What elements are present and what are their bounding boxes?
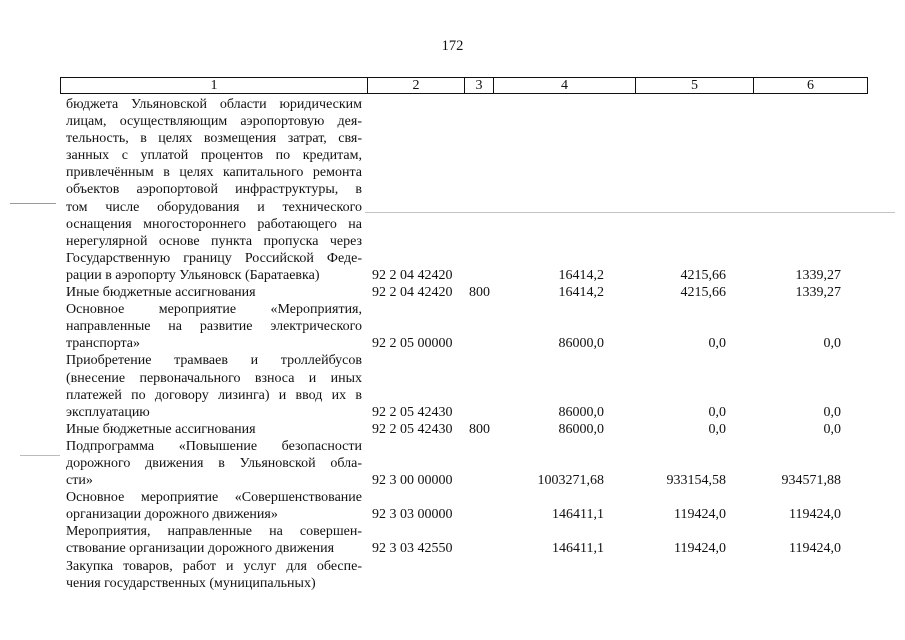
description-line: направленные на развитие электрического [66, 319, 362, 335]
row-description [66, 352, 362, 420]
page-number: 172 [441, 38, 464, 54]
description-line: Мероприятия, направленные на совершен- [66, 524, 362, 540]
description-line: занных с уплатой процентов по кредитам, [66, 148, 362, 164]
column-header-1: 1 [61, 78, 368, 94]
description-line: дорожного движения в Ульяновской обла- [66, 455, 362, 471]
value-col-6: 1339,27 [795, 267, 841, 283]
description-line: Основное мероприятие «Мероприятия, [66, 302, 362, 318]
table-row [66, 301, 856, 352]
value-col-6: 934571,88 [781, 473, 841, 489]
value-col-5: 933154,58 [666, 473, 726, 489]
column-header-5: 5 [636, 78, 754, 94]
value-col-6: 0,0 [823, 421, 841, 437]
column-header-row [61, 78, 868, 94]
description-line: Приобретение трамваев и троллейбусов [66, 353, 362, 369]
target-code: 92 2 04 42420 [372, 267, 453, 283]
value-col-5: 4215,66 [680, 285, 726, 301]
column-header-table [60, 77, 868, 94]
table-row [66, 523, 856, 557]
value-col-4: 16414,2 [558, 267, 604, 283]
description-line: Государственную границу Российской Феде- [66, 250, 362, 266]
table-row [66, 558, 856, 592]
expense-type: 800 [469, 421, 490, 437]
value-col-6: 0,0 [823, 336, 841, 352]
value-col-4: 1003271,68 [537, 473, 604, 489]
description-line: привлечённым в целях капитального ремонта [66, 165, 362, 181]
description-line: сти» [66, 473, 93, 489]
value-col-5: 0,0 [708, 421, 726, 437]
row-description [66, 489, 362, 523]
description-line: (внесение первоначального взноса и иных [66, 370, 362, 386]
value-col-4: 86000,0 [558, 404, 604, 420]
description-line: платежей по договору лизинга) и ввод их в [66, 387, 362, 403]
description-line: рации в аэропорту Ульяновск (Баратаевка) [66, 267, 320, 283]
description-line: транспорта» [66, 336, 141, 352]
value-col-4: 86000,0 [558, 336, 604, 352]
description-line: чения государственных (муниципальных) [66, 575, 316, 591]
description-line: эксплуатацию [66, 404, 150, 420]
table-row [66, 96, 856, 284]
description-line: Подпрограмма «Повышение безопасности [66, 438, 362, 454]
row-description [66, 284, 362, 301]
description-line: оснащения многостороннего работающего на [66, 216, 362, 232]
target-code: 92 2 05 00000 [372, 336, 453, 352]
description-line: ствование организации дорожного движения [66, 541, 335, 557]
description-line: тельность, в целях возмещения затрат, свя- [66, 131, 362, 147]
description-line: Закупка товаров, работ и услуг для обеспе- [66, 558, 362, 574]
target-code: 92 3 03 00000 [372, 507, 453, 523]
row-description [66, 558, 362, 592]
table-row [66, 438, 856, 489]
target-code: 92 2 05 42430 [372, 404, 453, 420]
value-col-5: 119424,0 [674, 507, 726, 523]
description-line: нерегулярной основе пункта пропуска через [66, 233, 362, 249]
description-line: лицам, осуществляющим аэропортовую дея- [66, 114, 362, 130]
budget-table-body [66, 96, 856, 592]
value-col-5: 4215,66 [680, 267, 726, 283]
value-col-5: 0,0 [708, 404, 726, 420]
table-row [66, 352, 856, 420]
description-line: Основное мероприятие «Совершенствование [66, 490, 362, 506]
column-header-2: 2 [368, 78, 465, 94]
value-col-6: 0,0 [823, 404, 841, 420]
scan-artifact-line [365, 212, 895, 213]
value-col-4: 146411,1 [552, 541, 604, 557]
value-col-4: 86000,0 [558, 421, 604, 437]
description-line: организации дорожного движения» [66, 507, 278, 523]
description-line: объектов аэропортовой инфраструктуры, в [66, 182, 362, 198]
description-line: Иные бюджетные ассигнования [66, 285, 256, 301]
scan-artifact-line [10, 203, 56, 204]
value-col-6: 119424,0 [789, 541, 841, 557]
row-description [66, 301, 362, 352]
row-description [66, 523, 362, 557]
value-col-6: 119424,0 [789, 507, 841, 523]
column-header-3: 3 [465, 78, 494, 94]
target-code: 92 3 00 00000 [372, 473, 453, 489]
description-line: Иные бюджетные ассигнования [66, 421, 256, 437]
target-code: 92 2 04 42420 [372, 285, 453, 301]
expense-type: 800 [469, 285, 490, 301]
value-col-4: 146411,1 [552, 507, 604, 523]
target-code: 92 3 03 42550 [372, 541, 453, 557]
table-row [66, 421, 856, 438]
description-line: бюджета Ульяновской области юридическим [66, 97, 362, 112]
row-description [66, 421, 362, 438]
target-code: 92 2 05 42430 [372, 421, 453, 437]
table-row [66, 489, 856, 523]
value-col-6: 1339,27 [795, 285, 841, 301]
table-row [66, 284, 856, 301]
description-line: том числе оборудования и технического [66, 199, 362, 215]
value-col-4: 16414,2 [558, 285, 604, 301]
column-header-6: 6 [754, 78, 868, 94]
row-description [66, 438, 362, 489]
value-col-5: 119424,0 [674, 541, 726, 557]
row-description [66, 96, 362, 284]
value-col-5: 0,0 [708, 336, 726, 352]
scan-artifact-line [20, 455, 60, 456]
column-header-4: 4 [494, 78, 636, 94]
